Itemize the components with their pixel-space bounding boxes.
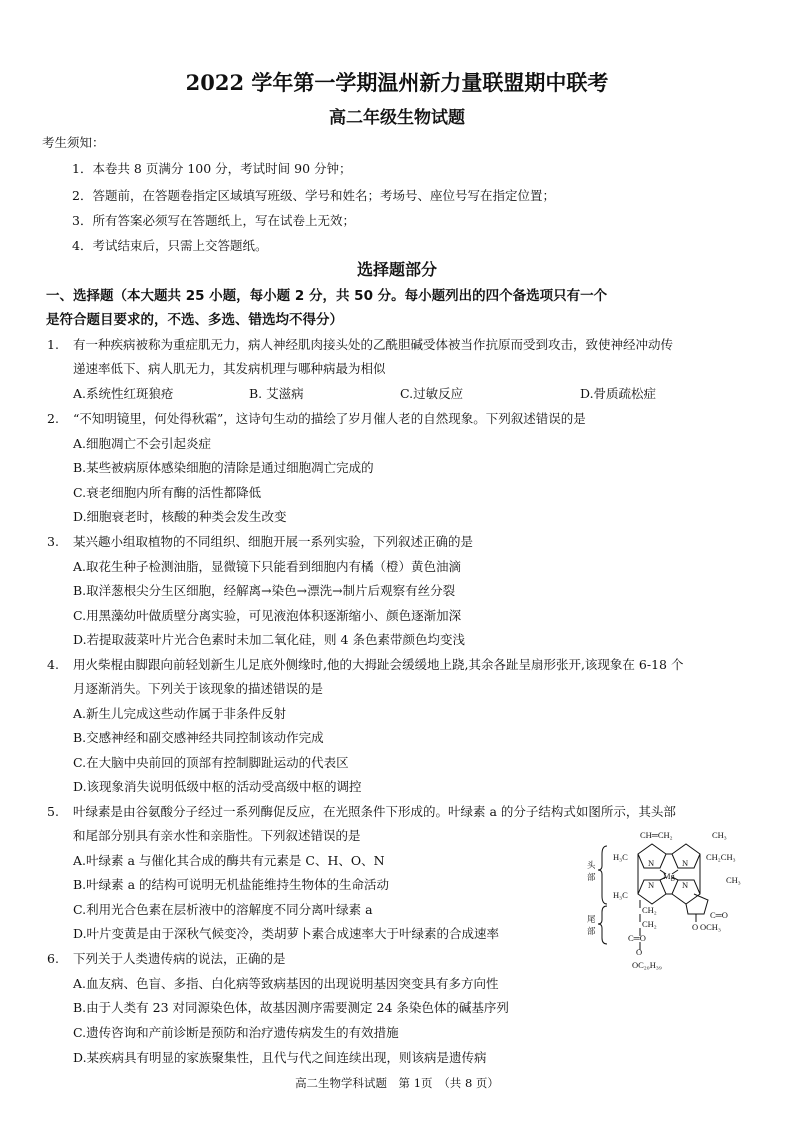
question-stem: 递速率低下、病人肌无力，其发病机理与哪种病最为相似 (73, 361, 386, 376)
option-b: B.交感神经和副交感神经共同控制该动作完成 (73, 730, 324, 745)
option-a: A.细胞凋亡不会引起炎症 (73, 436, 212, 451)
figure-label: O (636, 947, 643, 957)
option-d: D.某疾病具有明显的家族聚集性，且代与代之间连续出现，则该病是遗传病 (73, 1050, 487, 1065)
question-stem: 和尾部分别具有亲水性和亲脂性。下列叙述错误的是 (73, 828, 361, 843)
figure-label: N (682, 880, 689, 890)
question-number: 5. (47, 804, 59, 819)
question-number: 6. (47, 951, 59, 966)
notice-heading: 考生须知： (42, 135, 105, 150)
question-number: 1. (47, 337, 59, 352)
option-b: B.取洋葱根尖分生区细胞，经解离→染色→漂洗→制片后观察有丝分裂 (73, 583, 456, 598)
question-stem: 用火柴棍由脚跟向前轻划新生儿足底外侧缘时,他的大拇趾会缓缓地上跷,其余各趾呈扇形张开,该现象在 6-18 个 (73, 657, 684, 672)
option-c: C.衰老细胞内所有酶的活性都降低 (73, 485, 262, 500)
section-instruction: 一、选择题（本大题共 25 小题，每小题 2 分，共 50 分。每小题列出的四个备选项只有一个 (46, 288, 608, 304)
figure-label: O (692, 922, 699, 932)
option-a: A.叶绿素 a 与催化其合成的酶共有元素是 C、H、O、N (73, 853, 385, 868)
figure-label: CH₃ (726, 875, 741, 885)
figure-label: N (648, 858, 655, 868)
option-b: B.某些被病原体感染细胞的清除是通过细胞凋亡完成的 (73, 460, 374, 475)
figure-label: C═O (628, 933, 646, 943)
section-title: 选择题部分 (356, 260, 437, 279)
figure-label: 部 (587, 926, 596, 936)
option-c: C.过敏反应 (400, 386, 464, 401)
question-number: 4. (47, 657, 59, 672)
option-d: D.骨质疏松症 (580, 386, 657, 401)
chlorophyll-structure-figure (580, 828, 756, 973)
section-instruction: 是符合题目要求的，不选、多选、错选均不得分） (46, 312, 343, 328)
figure-label: N (648, 880, 655, 890)
question-number: 2. (47, 411, 59, 426)
figure-label: C═O (710, 910, 728, 920)
option-a: A.取花生种子检测油脂，显微镜下只能看到细胞内有橘（橙）黄色油滴 (73, 559, 462, 574)
question-stem: 下列关于人类遗传病的说法，正确的是 (73, 951, 286, 966)
option-d: D.叶片变黄是由于深秋气候变冷，类胡萝卜素合成速率大于叶绿素的合成速率 (73, 926, 500, 941)
figure-label: CH₂ (642, 919, 657, 929)
option-a: A.血友病、色盲、多指、白化病等致病基因的出现说明基因突变具有多方向性 (73, 976, 499, 991)
page-footer: 高二生物学科试题 第 1页 （共 8 页） (295, 1076, 499, 1090)
option-c: C.在大脑中央前回的顶部有控制脚趾运动的代表区 (73, 755, 349, 770)
question-stem: “不知明镜里，何处得秋霜”，这诗句生动的描绘了岁月催人老的自然现象。下列叙述错误的是 (73, 411, 586, 426)
option-c: C.用黑藻幼叶做质壁分离实验，可见液泡体积逐渐缩小、颜色逐渐加深 (73, 608, 462, 623)
question-stem: 某兴趣小组取植物的不同组织、细胞开展一系列实验，下列叙述正确的是 (73, 534, 474, 549)
figure-label: CH₃ (712, 830, 727, 840)
notice-item: 4．考试结束后，只需上交答题纸。 (72, 238, 268, 253)
option-d: D.细胞衰老时，核酸的种类会发生改变 (73, 509, 287, 524)
page-title: 2022 学年第一学期温州新力量联盟期中联考 (185, 70, 609, 95)
figure-label: OCH₃ (700, 922, 721, 932)
figure-label: H₃C (613, 852, 628, 862)
option-d: D.若提取菠菜叶片光合色素时未加二氧化硅，则 4 条色素带颜色均变浅 (73, 632, 465, 647)
option-a: A.系统性红斑狼疮 (73, 386, 174, 401)
option-c: C.利用光合色素在层析液中的溶解度不同分离叶绿素 a (73, 902, 373, 917)
figure-label: CH₂ (642, 905, 657, 915)
figure-label: CH═CH₂ (640, 830, 673, 840)
question-stem: 有一种疾病被称为重症肌无力，病人神经肌肉接头处的乙酰胆碱受体被当作抗原而受到攻击，致使神经冲动传 (73, 337, 674, 352)
option-b: B. 艾滋病 (249, 386, 304, 401)
figure-label: N (682, 858, 689, 868)
notice-item: 3．所有答案必须写在答题纸上，写在试卷上无效； (72, 213, 355, 228)
figure-label: 头 (587, 860, 596, 870)
notice-item: 1．本卷共 8 页满分 100 分，考试时间 90 分钟； (72, 161, 352, 176)
figure-label: 尾 (587, 914, 596, 924)
figure-label: CH₂CH₃ (706, 852, 736, 862)
page-subtitle: 高二年级生物试题 (329, 108, 465, 128)
figure-label: OC₂₀H₃₉ (632, 960, 662, 970)
question-number: 3. (47, 534, 59, 549)
option-b: B.叶绿素 a 的结构可说明无机盐能维持生物体的生命活动 (73, 877, 390, 892)
question-stem: 叶绿素是由谷氨酸分子经过一系列酶促反应，在光照条件下形成的。叶绿素 a 的分子结构式如图所示，其头部 (73, 804, 676, 819)
notice-item: 2．答题前，在答题卷指定区域填写班级、学号和姓名；考场号、座位号写在指定位置； (72, 188, 555, 203)
option-a: A.新生儿完成这些动作属于非条件反射 (73, 706, 287, 721)
option-c: C.遗传咨询和产前诊断是预防和治疗遗传病发生的有效措施 (73, 1025, 399, 1040)
figure-label: Mg (663, 871, 675, 881)
figure-label: 部 (587, 872, 596, 882)
option-d: D.该现象消失说明低级中枢的活动受高级中枢的调控 (73, 779, 362, 794)
figure-label: H₃C (613, 890, 628, 900)
question-stem: 月逐渐消失。下列关于该现象的描述错误的是 (73, 681, 324, 696)
option-b: B.由于人类有 23 对同源染色体，故基因测序需要测定 24 条染色体的碱基序列 (73, 1000, 509, 1015)
